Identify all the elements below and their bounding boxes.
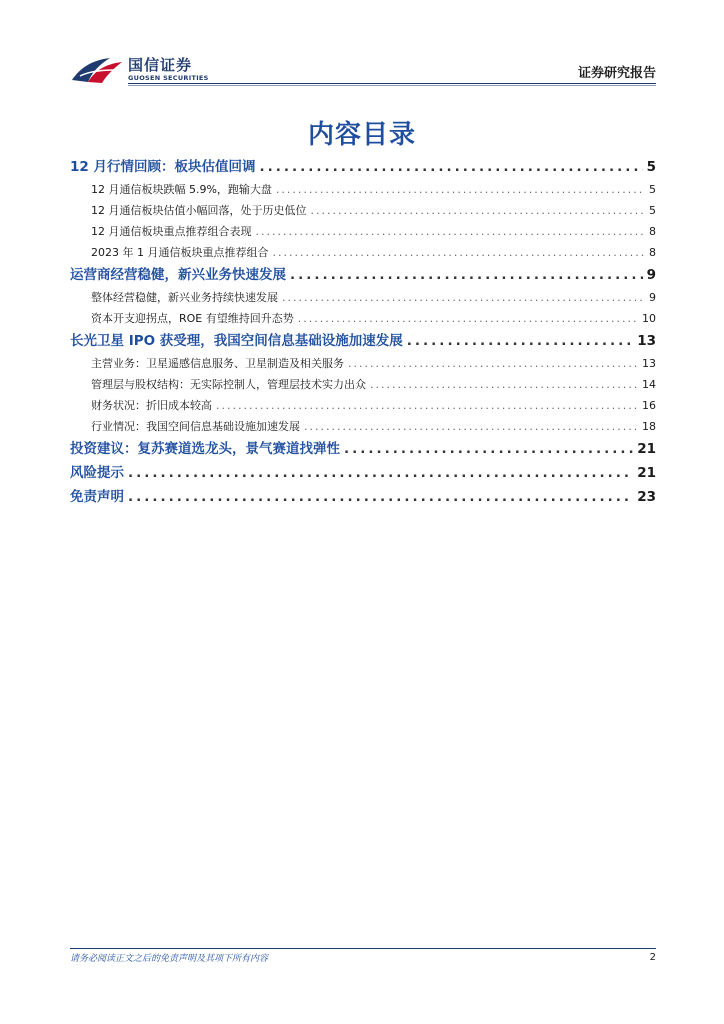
toc-entry-label: 资本开支迎拐点，ROE 有望维持回升态势 <box>91 312 294 325</box>
toc-entry[interactable] <box>70 329 656 353</box>
toc-entry-page: 16 <box>642 399 656 412</box>
toc-entry-page: 14 <box>642 378 656 391</box>
toc-leader-dots <box>304 416 638 437</box>
toc-entry-label: 财务状况：折旧成本较高 <box>91 399 212 412</box>
toc-entry-page: 8 <box>649 246 656 259</box>
toc-subentry[interactable] <box>70 242 656 263</box>
toc-entry[interactable] <box>70 263 656 287</box>
toc-entry-label: 运营商经营稳健，新兴业务快速发展 <box>70 267 286 283</box>
toc-leader-dots <box>290 263 643 287</box>
guosen-logo-mark-icon <box>70 54 124 84</box>
toc-entry-page: 21 <box>637 465 656 481</box>
toc-entry-label: 长光卫星 IPO 获受理，我国空间信息基础设施加速发展 <box>70 333 403 349</box>
toc-entry-page: 10 <box>642 312 656 325</box>
toc-leader-dots <box>272 242 645 263</box>
toc-leader-dots <box>298 308 638 329</box>
toc-subentry[interactable] <box>70 308 656 329</box>
toc-entry-page: 5 <box>649 183 656 196</box>
toc-leader-dots <box>128 485 633 509</box>
toc-subentry[interactable] <box>70 287 656 308</box>
toc-entry-page: 5 <box>646 159 656 175</box>
toc-leader-dots <box>311 200 646 221</box>
guosen-logo <box>70 52 210 84</box>
toc-entry-label: 风险提示 <box>70 465 124 481</box>
toc-title: 内容目录 <box>307 120 416 150</box>
toc-leader-dots <box>256 221 646 242</box>
toc-leader-dots <box>260 155 643 179</box>
toc-subentry[interactable] <box>70 200 656 221</box>
footer-disclaimer: 请务必阅读正文之后的免责声明及其项下所有内容 <box>70 954 269 964</box>
toc-entry[interactable] <box>70 485 656 509</box>
toc-entry-label: 12 月通信板块重点推荐组合表现 <box>91 225 252 238</box>
toc-leader-dots <box>348 353 638 374</box>
page-number: 2 <box>649 952 656 963</box>
toc-leader-dots <box>344 437 633 461</box>
toc-subentry[interactable] <box>70 179 656 200</box>
logo-chinese-name: 国信证券 <box>128 56 193 74</box>
logo-english-name: GUOSEN SECURITIES <box>128 74 209 82</box>
report-type-label: 证券研究报告 <box>577 66 656 81</box>
toc-leader-dots <box>282 287 645 308</box>
toc-subentry[interactable] <box>70 374 656 395</box>
toc-entry-page: 18 <box>642 420 656 433</box>
toc-entry-label: 管理层与股权结构：无实际控制人，管理层技术实力出众 <box>91 378 366 391</box>
toc-leader-dots <box>216 395 638 416</box>
toc-entry-page: 21 <box>637 441 656 457</box>
toc-entry[interactable] <box>70 437 656 461</box>
toc-entry[interactable] <box>70 461 656 485</box>
toc-entry-label: 12 月行情回顾：板块估值回调 <box>70 159 256 175</box>
table-of-contents <box>70 155 656 509</box>
toc-leader-dots <box>370 374 638 395</box>
toc-subentry[interactable] <box>70 221 656 242</box>
toc-entry[interactable] <box>70 155 656 179</box>
toc-entry-page: 23 <box>637 489 656 505</box>
toc-subentry[interactable] <box>70 395 656 416</box>
toc-entry-label: 行业情况：我国空间信息基础设施加速发展 <box>91 420 300 433</box>
toc-leader-dots <box>128 461 633 485</box>
toc-entry-label: 2023 年 1 月通信板块重点推荐组合 <box>91 246 269 259</box>
footer-divider <box>70 948 656 949</box>
header-divider-secondary <box>128 85 656 86</box>
toc-entry-label: 12 月通信板块估值小幅回落，处于历史低位 <box>91 204 307 217</box>
toc-entry-page: 13 <box>642 357 656 370</box>
toc-entry-page: 5 <box>649 204 656 217</box>
page-header <box>70 48 656 84</box>
toc-leader-dots <box>276 179 645 200</box>
toc-entry-label: 12 月通信板块跌幅 5.9%，跑输大盘 <box>91 183 272 196</box>
toc-leader-dots <box>407 329 633 353</box>
toc-subentry[interactable] <box>70 416 656 437</box>
header-divider <box>128 83 656 84</box>
toc-entry-label: 整体经营稳健，新兴业务持续快速发展 <box>91 291 278 304</box>
toc-entry-page: 9 <box>646 267 656 283</box>
toc-entry-page: 13 <box>637 333 656 349</box>
toc-entry-label: 主营业务：卫星遥感信息服务、卫星制造及相关服务 <box>91 357 344 370</box>
toc-entry-label: 投资建议：复苏赛道选龙头，景气赛道找弹性 <box>70 441 340 457</box>
toc-entry-label: 免责声明 <box>70 489 124 505</box>
toc-subentry[interactable] <box>70 353 656 374</box>
toc-entry-page: 8 <box>649 225 656 238</box>
toc-entry-page: 9 <box>649 291 656 304</box>
